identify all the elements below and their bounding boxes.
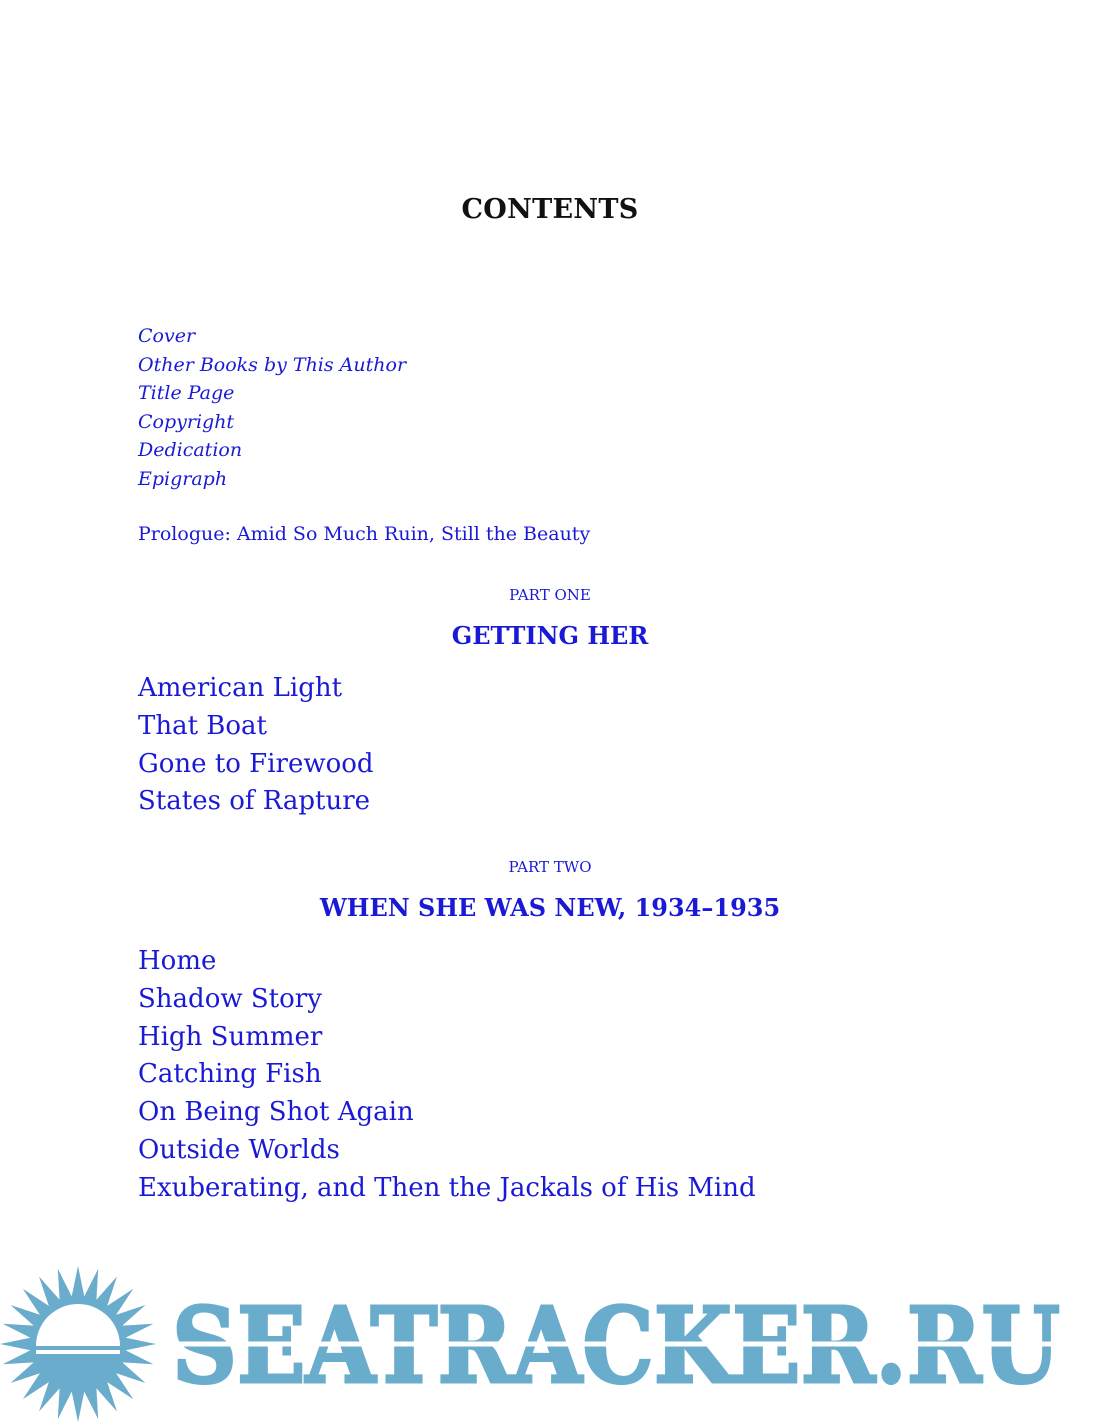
toc-chapter-link[interactable]: On Being Shot Again [138,1097,414,1128]
toc-chapter-link[interactable]: American Light [138,673,343,703]
part-one-title[interactable]: GETTING HER [451,621,649,650]
toc-chapter-link[interactable]: States of Rapture [138,786,371,817]
toc-link-title-page[interactable]: Title Page [138,382,235,405]
toc-chapter-link[interactable]: Home [138,946,217,976]
toc-chapter-link[interactable]: High Summer [138,1021,323,1052]
toc-chapter-link[interactable]: Outside Worlds [138,1134,340,1165]
toc-chapter-link[interactable]: That Boat [138,710,268,741]
toc-link-other-books[interactable]: Other Books by This Author [138,353,407,376]
toc-link-cover[interactable]: Cover [138,325,196,347]
front-matter-list [138,322,406,494]
sun-stripe [36,1350,120,1354]
watermark [0,1262,1080,1422]
sun-icon [0,1266,156,1422]
part-two-label[interactable]: PART TWO [508,858,592,876]
toc-link-prologue[interactable]: Prologue: Amid So Much Ruin, Still the Beauty [138,523,591,545]
toc-chapter-link[interactable]: Catching Fish [138,1059,322,1090]
part-one-label[interactable]: PART ONE [509,586,591,604]
part-two-chapter-list [138,943,756,1208]
part-one-chapter-list [138,670,374,821]
page-title: CONTENTS [461,194,639,225]
watermark-text: SEATRACKER.RU [172,1284,1060,1407]
toc-chapter-link[interactable]: Gone to Firewood [138,748,374,779]
toc-chapter-link[interactable]: Shadow Story [138,983,322,1014]
toc-chapter-link[interactable]: Exuberating, and Then the Jackals of His Mind [138,1172,756,1203]
toc-link-epigraph[interactable]: Epigraph [138,467,228,490]
toc-link-copyright[interactable]: Copyright [138,410,235,433]
part-two-title[interactable]: WHEN SHE WAS NEW, 1934–1935 [319,893,781,922]
toc-link-dedication[interactable]: Dedication [138,439,243,462]
